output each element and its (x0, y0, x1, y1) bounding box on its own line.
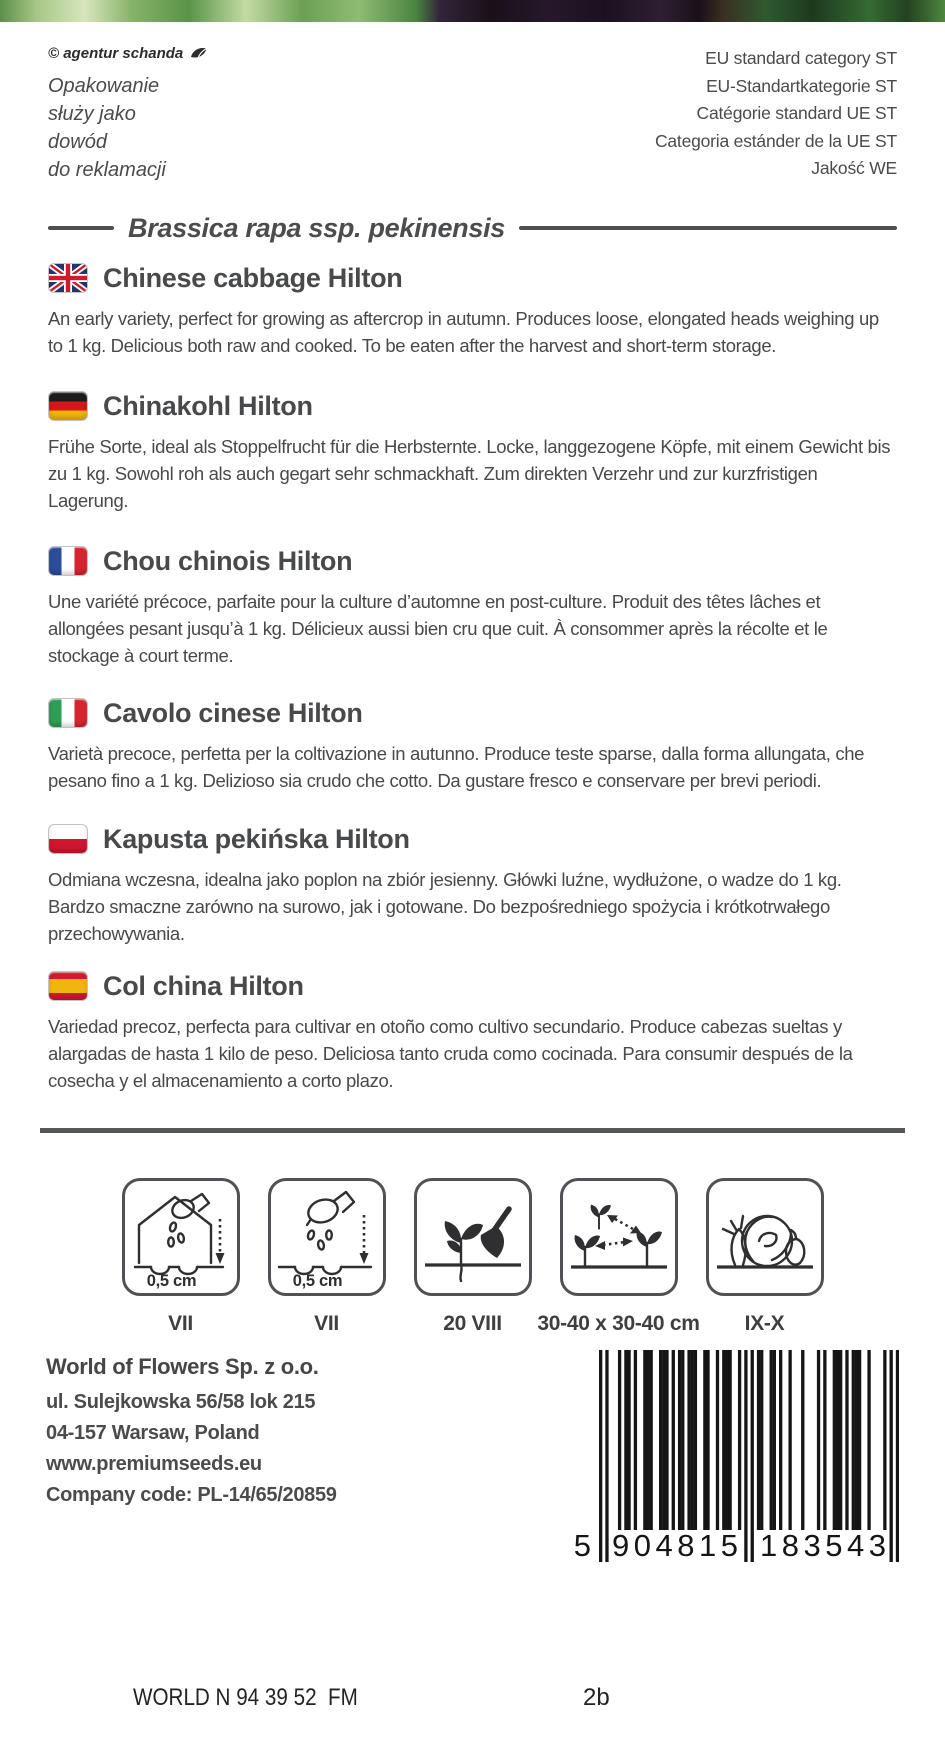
barcode-digit: 3 (868, 1528, 886, 1563)
company-name: World of Flowers Sp. z o.o. (46, 1354, 319, 1379)
barcode-digit: 9 (612, 1528, 630, 1563)
section-french (48, 546, 897, 669)
icon-period-label: 20 VIII (443, 1312, 502, 1335)
packaging-claim-note: Opakowanie służy jako dowód do reklamacji (48, 75, 166, 181)
cultivation-step-transplanting (414, 1178, 532, 1336)
barcode-digit-group-2 (760, 1528, 886, 1564)
italy-flag-icon (48, 698, 88, 728)
vegetable-photo-strip (0, 0, 945, 22)
variety-title-es: Col china Hilton (103, 970, 304, 1001)
barcode-digit: 1 (699, 1528, 717, 1563)
united-kingdom-flag-icon (48, 263, 88, 293)
barcode-digit-first: 5 (573, 1528, 591, 1563)
copyright-text: © agentur schanda (48, 45, 184, 62)
barcode-digit: 8 (677, 1528, 695, 1563)
variety-description-fr: Une variété précoce, parfaite pour la culture d’automne en post-culture. Produit des têtes lâches et allongées pesant jusqu’à 1 kg. Délicieux aussi bien cru que cuit. À consommer après la récolte et le stockage à court terme. (48, 591, 828, 666)
variety-title-en: Chinese cabbage Hilton (103, 262, 403, 293)
variety-description-es: Variedad precoz, perfecta para cultivar en otoño como cultivo secundario. Produce cabezas sueltas y alargadas de hasta 1 kilo de peso. Deliciosa tanto cruda como cocinada. Para consumir después de la cosecha y el almacenamiento a corto plazo. (48, 1016, 853, 1091)
cultivation-step-harvest (706, 1178, 824, 1336)
variety-title-it: Cavolo cinese Hilton (103, 697, 363, 728)
cultivation-step-sow-under-cover (122, 1178, 240, 1336)
poland-flag-icon (48, 824, 88, 854)
batch-code: 2b (583, 1684, 610, 1711)
variety-title-fr: Chou chinois Hilton (103, 545, 353, 576)
direct-sowing-icon (268, 1178, 386, 1296)
barcode-digit: 3 (803, 1528, 821, 1563)
barcode-digit: 4 (655, 1528, 673, 1563)
section-divider (40, 1128, 905, 1133)
harvest-icon (706, 1178, 824, 1296)
variety-description-it: Varietà precoce, perfetta per la coltivazione in autunno. Produce teste sparse, dalla forma allungata, che pesano fino a 1 kg. Delizioso sia crudo che cotto. Da gustare fresco e conservare per brevi periodi. (48, 743, 865, 791)
section-spanish-header (48, 971, 897, 1001)
icon-period-label: VII (168, 1312, 193, 1335)
section-polish-header (48, 824, 897, 854)
section-polish (48, 824, 897, 947)
section-spanish (48, 971, 897, 1094)
section-italian (48, 698, 897, 794)
icon-period-label: 30-40 x 30-40 cm (537, 1312, 700, 1335)
variety-title-pl: Kapusta pekińska Hilton (103, 823, 410, 854)
icon-period-label: VII (314, 1312, 339, 1335)
barcode-digit: 1 (760, 1528, 778, 1563)
section-english (48, 263, 897, 359)
section-italian-header (48, 698, 897, 728)
france-flag-icon (48, 546, 88, 576)
section-german (48, 391, 897, 514)
botanical-name: Brassica rapa ssp. pekinensis (128, 212, 506, 243)
producer-address: ul. Sulejkowska 56/58 lok 215 04-157 Warsaw, Poland www.premiumseeds.eu Company code: PL-14/65/20859 (46, 1391, 337, 1506)
cultivation-icons-row (0, 1178, 945, 1336)
barcode-digit-group-1 (612, 1528, 738, 1564)
plant-spacing-icon (560, 1178, 678, 1296)
barcode-digit: 0 (633, 1528, 651, 1563)
eu-category-list: EU standard category ST EU-Standartkategorie ST Catégorie standard UE ST Categoria estánder de la UE ST Jakość WE (654, 48, 897, 178)
copyright-line (48, 45, 208, 62)
barcode-digit: 8 (781, 1528, 799, 1563)
rule-right (519, 226, 897, 231)
germany-flag-icon (48, 391, 88, 421)
variety-title-de: Chinakohl Hilton (103, 390, 313, 421)
botanical-name-row (48, 212, 897, 244)
section-english-header (48, 263, 897, 293)
spain-flag-icon (48, 971, 88, 1001)
producer-block (46, 1354, 337, 1511)
variety-description-en: An early variety, perfect for growing as aftercrop in autumn. Produces loose, elongated heads weighing up to 1 kg. Delicious both raw and cooked. To be eaten after the harvest and short-term storage. (48, 308, 879, 356)
rule-left (48, 226, 114, 231)
sowing-depth-label: 0,5 cm (146, 1272, 197, 1290)
sowing-under-cover-icon (122, 1178, 240, 1296)
barcode-digit: 5 (720, 1528, 738, 1563)
print-code: WORLD N 94 39 52 FM (133, 1684, 358, 1711)
variety-description-de: Frühe Sorte, ideal als Stoppelfrucht für die Herbsternte. Locke, langgezogene Köpfe, mit einem Gewicht bis zu 1 kg. Sowohl roh als auch gegart sehr schmackhaft. Zum direkten Verzehr und zur kurzfristigen Lagerung. (48, 436, 891, 511)
variety-description-pl: Odmiana wczesna, idealna jako poplon na zbiór jesienny. Główki luźne, wydłużone, o wadze do 1 kg. Bardzo smaczne zarówno na surowo, jak i gotowane. Do bezpośredniego spożycia i krótkotrwałego przechowywania. (48, 869, 842, 944)
barcode-digit: 4 (847, 1528, 865, 1563)
cultivation-step-direct-sowing (268, 1178, 386, 1336)
icon-period-label: IX-X (744, 1312, 785, 1335)
section-french-header (48, 546, 897, 576)
sowing-depth-label: 0,5 cm (292, 1272, 343, 1290)
transplanting-icon (414, 1178, 532, 1296)
cultivation-step-plant-spacing (537, 1178, 700, 1336)
barcode-digit: 5 (825, 1528, 843, 1563)
section-german-header (48, 391, 897, 421)
leaf-icon (190, 46, 208, 61)
